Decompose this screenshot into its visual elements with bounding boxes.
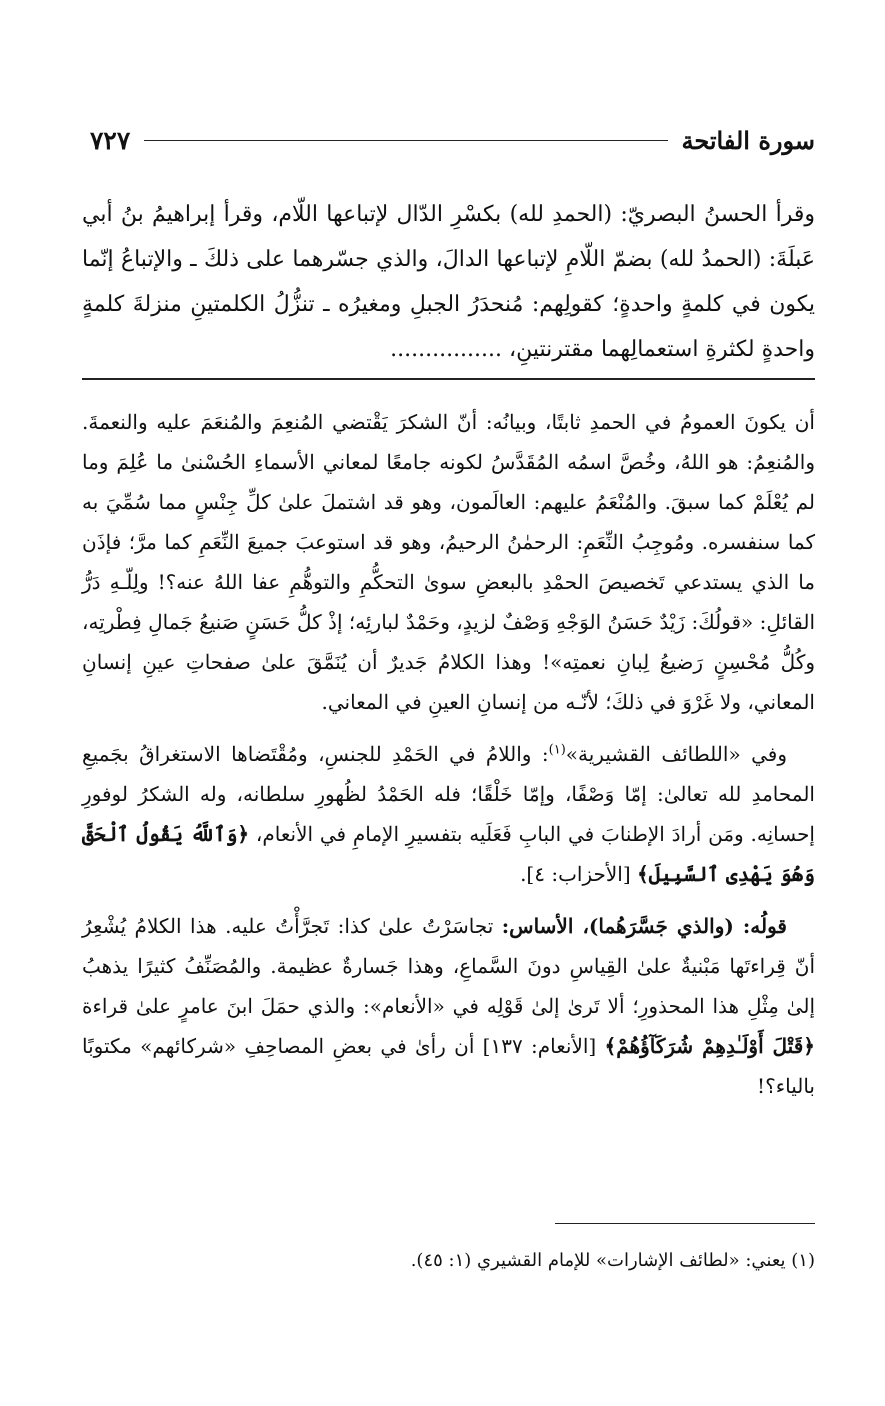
footnote-rule (555, 1223, 815, 1224)
header-rule (144, 140, 667, 141)
main-text: وقرأ الحسنُ البصريّ: (الحمدِ لله) بكسْرِ الدّال لإتباعها اللّام، وقرأ إبراهيمُ بنُ أبي عَبلَةَ: (الحمدُ لله) بضمّ اللّامِ لإتباعها الدالَ، والذي جسّرهما على ذلكَ ـ والإتباعُ إنّما يكون في كلمةٍ واحدةٍ؛ كقولِهم: مُنحدَرُ الجبلِ ومغيرُه ـ تنزُّلُ الكلمتينِ منزلةَ كلمةٍ واحدةٍ لكثرةِ استعمالِهما مقترنتينِ، (82, 202, 815, 362)
commentary-paragraph-3 (82, 906, 815, 1106)
running-header (90, 118, 815, 162)
commentary-paragraph-1 (82, 402, 815, 722)
commentary-text: أن يكونَ العمومُ في الحمدِ ثابتًا، وبيانُه: أنّ الشكرَ يَقْتضي المُنعِمَ والمُنعَمَ عليه والنعمةَ. والمُنعِمُ: هو اللهُ، وخُصَّ اسمُه المُقَدَّسُ لكونه جامعًا لمعاني الأسماءِ الحُسْنىٰ ما عُلِمَ وما لم يُعْلَمْ كما سبقَ. والمُنْعَمُ عليهم: العالَمون، وهو قد اشتملَ علىٰ كلِّ جِنْسٍ مما سُمِّيَ به كما سنفسره. ومُوجِبُ النِّعَمِ: الرحمٰنُ الرحيمُ، وهو قد استوعبَ جميعَ النِّعَمِ كما مرَّ؛ فإذَن ما الذي يستدعي تَخصيصَ الحمْدِ بالبعضِ سوىٰ التحكُّمِ والتوهُّمِ عفا اللهُ عنه؟! ولِلّـهِ دَرُّ القائلِ: «قولُكَ: زَيْدٌ حَسَنُ الوَجْهِ وَصْفٌ لزيدٍ، وحَمْدٌ لبارئِه؛ إذْ كلُّ حَسَنٍ صَنيعُ جَمالِ فِطْرتِه، وكُلُّ مُحْسِنٍ رَضيعُ لِبانِ نعمتِه»! وهذا الكلامُ جَديرٌ أن يُنَمَّقَ علىٰ صفحاتِ عينِ إنسانِ المعاني، ولا غَرْوَ في ذلكَ؛ لأنّـه من إنسانِ العينِ في المعاني. (82, 410, 815, 714)
footnote-1 (82, 1246, 815, 1276)
commentary-lead: قولُه: (والذي جَسَّرَهُما)، الأساس: (501, 914, 787, 938)
main-text-ellipsis: ................ (390, 337, 503, 362)
commentary-text: [الأنعام: ١٣٧] أن رأىٰ في بعضِ المصاحِفِ «شركائهم» مكتوبًا بالياء؟! (82, 1034, 815, 1098)
verse-reference: [الأحزاب: ٤]. (520, 862, 637, 886)
footnote-marker[interactable]: (١) (548, 742, 566, 758)
commentary-block (82, 402, 815, 1118)
page-number: ٧٢٧ (90, 125, 131, 155)
quran-quote: ﴿قَتْلَ أَوْلَـٰدِهِمْ شُرَكَآؤُهُمْ﴾ (604, 1034, 815, 1058)
text-divider (82, 378, 815, 380)
commentary-text: : واللامُ في الحَمْدِ للجنسِ، ومُقْتَضاها الاستغراقُ بجَميعِ المحامدِ لله تعالىٰ: إمّا وَصْفًا، وإمّا خَلْقًا؛ فله الحَمْدُ لظُهورِ سلطانه، وله الشكرُ لوفورِ إحسانِه. ومَن أرادَ الإطنابَ في البابِ فَعَلَيه بتفسيرِ الإمامِ في الأنعام، (82, 742, 815, 846)
quran-quote: ﴿وَٱللَّهُ يَقُولُ ٱلْحَقَّ وَهُوَ يَهْدِى ٱلسَّبِيلَ﴾ (82, 822, 815, 886)
footnote-text: (١) يعني: «لطائف الإشارات» للإمام القشيري (١: ٤٥). (410, 1250, 815, 1271)
surah-title: سورة الفاتحة (681, 125, 815, 155)
commentary-text: تجاسَرْتُ علىٰ كذا: تَجرَّأْتُ عليه. هذا الكلامُ يُشْعِرُ أنّ قِراءتَها مَبْنيةٌ علىٰ القِياسِ دونَ السَّماعِ، وهذا جَسارةٌ عظيمة. والمُصَنِّفُ كثيرًا يذهبُ إلىٰ مِثْلِ هذا المحذورِ؛ ألا تَرىٰ إلىٰ قَوْلِه في «الأنعام»: والذي حمَلَ ابنَ عامرٍ علىٰ قراءة (82, 914, 815, 1018)
commentary-text: وفي «اللطائف القشيرية» (565, 742, 787, 766)
main-text-block (82, 192, 815, 372)
commentary-paragraph-2 (82, 734, 815, 894)
